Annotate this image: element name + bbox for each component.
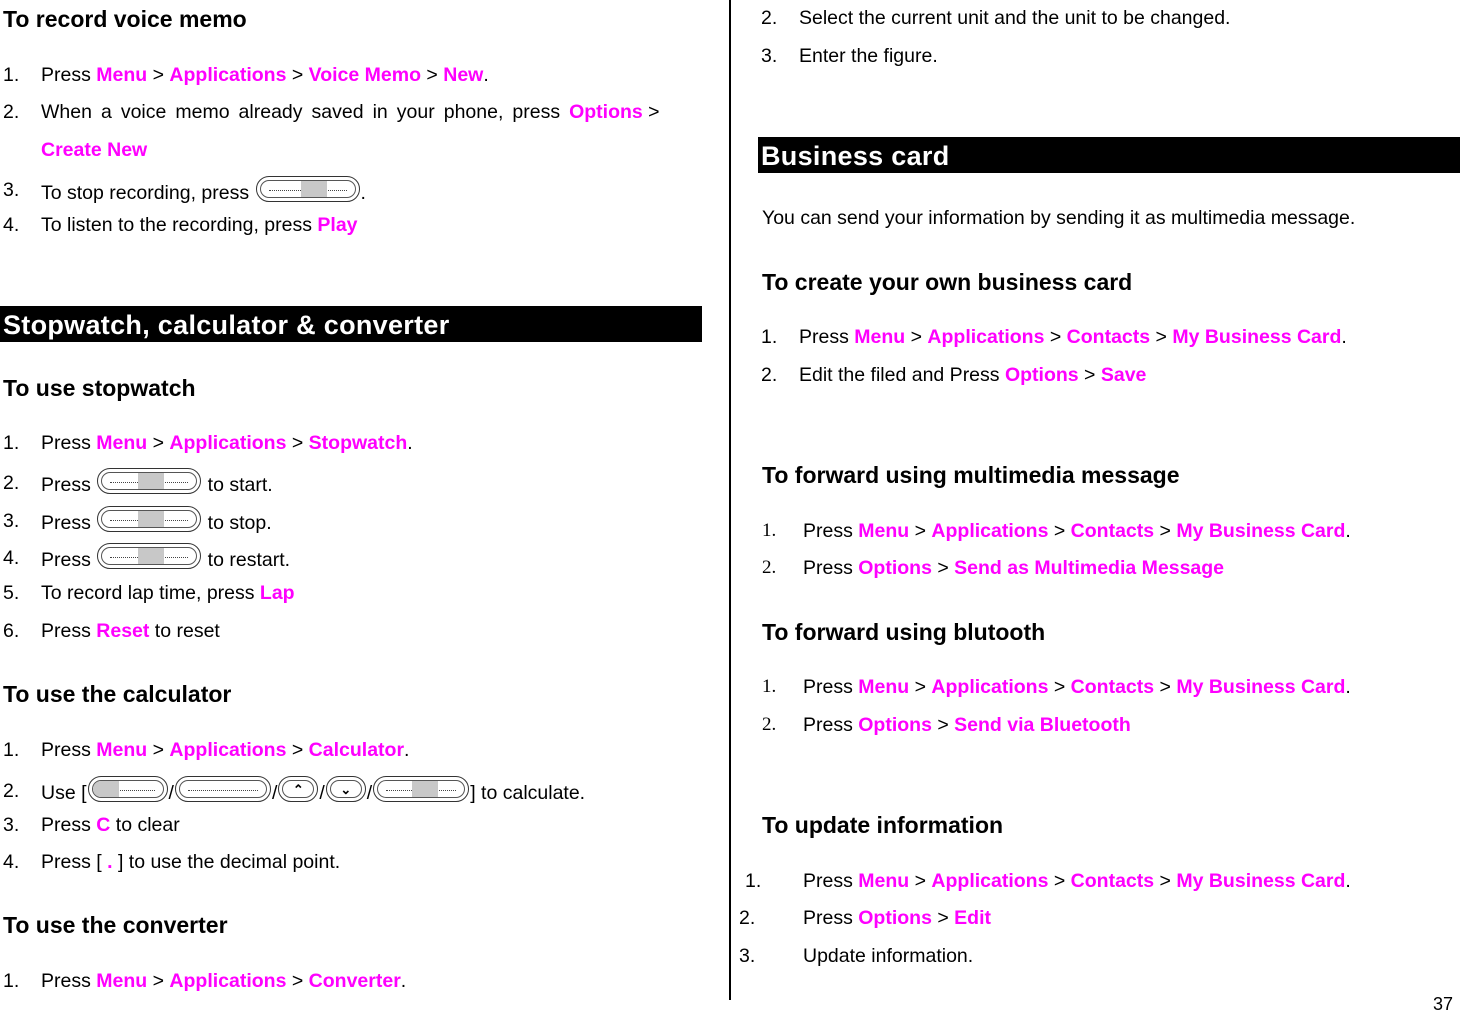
update-step-3: Update information. <box>803 945 974 967</box>
step-number: 4. <box>3 547 20 569</box>
down-key-icon: ⌄ <box>326 776 366 802</box>
heading-use-calculator: To use the calculator <box>3 681 232 707</box>
heading-forward-mms: To forward using multimedia message <box>762 462 1180 488</box>
voice-step-4: To listen to the recording, press Play <box>41 214 358 236</box>
center-key-icon <box>256 176 360 202</box>
step-number: 4. <box>3 214 20 236</box>
column-divider <box>729 0 731 1000</box>
voice-step-1: Press Menu > Applications > Voice Memo > New. <box>41 64 489 86</box>
step-number: 4. <box>3 851 20 873</box>
calc-step-2: Use [ / / ⌃ / ⌄ / ] to calculate. <box>41 776 585 805</box>
step-number: 1. <box>3 64 20 86</box>
stopwatch-step-6: Press Reset to reset <box>41 620 220 642</box>
section-band-business-card: Business card <box>758 137 1460 173</box>
right-key-icon <box>175 776 271 802</box>
heading-update-information: To update information <box>762 812 1004 838</box>
mms-step-2: Press Options > Send as Multimedia Message <box>803 557 1225 579</box>
voice-step-3: To stop recording, press . <box>41 176 366 205</box>
step-number: 2. <box>3 101 20 123</box>
converter-step-3: Enter the figure. <box>799 45 938 67</box>
calc-step-4: Press [ . ] to use the decimal point. <box>41 851 341 873</box>
bluetooth-step-2: Press Options > Send via Bluetooth <box>803 714 1131 736</box>
bluetooth-step-1: Press Menu > Applications > Contacts > My Business Card. <box>803 676 1351 698</box>
center-key-icon <box>97 506 201 532</box>
step-number: 2. <box>739 907 756 929</box>
heading-use-converter: To use the converter <box>3 912 228 938</box>
voice-step-2: When a voice memo already saved in your phone, press Options > <box>41 101 660 123</box>
heading-record-voice-memo: To record voice memo <box>3 6 247 32</box>
step-number: 2. <box>3 780 20 802</box>
step-number: 2. <box>762 714 777 735</box>
step-number: 1. <box>762 520 777 541</box>
up-key-icon: ⌃ <box>278 776 318 802</box>
converter-step-1: Press Menu > Applications > Converter. <box>41 970 407 992</box>
stopwatch-step-5: To record lap time, press Lap <box>41 582 295 604</box>
step-number: 3. <box>3 510 20 532</box>
step-number: 1. <box>745 870 762 892</box>
step-number: 3. <box>3 814 20 836</box>
section-band-stopwatch-calculator-converter: Stopwatch, calculator & converter <box>0 306 702 342</box>
calc-step-1: Press Menu > Applications > Calculator. <box>41 739 410 761</box>
calc-step-3: Press C to clear <box>41 814 180 836</box>
heading-create-business-card: To create your own business card <box>762 269 1133 295</box>
update-step-2: Press Options > Edit <box>803 907 992 929</box>
stopwatch-step-2: Press to start. <box>41 468 273 497</box>
step-number: 2. <box>762 557 777 578</box>
step-number: 3. <box>761 45 778 67</box>
step-number: 1. <box>3 970 20 992</box>
left-key-icon <box>88 776 168 802</box>
page-number: 37 <box>1433 994 1454 1014</box>
heading-forward-bluetooth: To forward using blutooth <box>762 619 1046 645</box>
stopwatch-step-4: Press to restart. <box>41 543 290 572</box>
heading-use-stopwatch: To use stopwatch <box>3 375 196 401</box>
step-number: 2. <box>3 472 20 494</box>
voice-step-2-cont: Create New <box>41 139 148 161</box>
step-number: 1. <box>3 432 20 454</box>
step-number: 1. <box>761 326 778 348</box>
step-number: 5. <box>3 582 20 604</box>
step-number: 2. <box>761 7 778 29</box>
mms-step-1: Press Menu > Applications > Contacts > My Business Card. <box>803 520 1351 542</box>
converter-step-2: Select the current unit and the unit to be changed. <box>799 7 1231 29</box>
update-step-1: Press Menu > Applications > Contacts > My Business Card. <box>803 870 1351 892</box>
business-card-intro: You can send your information by sending it as multimedia message. <box>762 207 1356 229</box>
create-card-step-1: Press Menu > Applications > Contacts > My Business Card. <box>799 326 1347 348</box>
stopwatch-step-3: Press to stop. <box>41 506 272 535</box>
center-key-icon <box>97 468 201 494</box>
stopwatch-step-1: Press Menu > Applications > Stopwatch. <box>41 432 413 454</box>
step-number: 6. <box>3 620 20 642</box>
step-number: 3. <box>739 945 756 967</box>
create-card-step-2: Edit the filed and Press Options > Save <box>799 364 1147 386</box>
step-number: 1. <box>3 739 20 761</box>
center-key-icon <box>373 776 469 802</box>
step-number: 3. <box>3 179 20 201</box>
step-number: 2. <box>761 364 778 386</box>
center-key-icon <box>97 543 201 569</box>
step-number: 1. <box>762 676 777 697</box>
